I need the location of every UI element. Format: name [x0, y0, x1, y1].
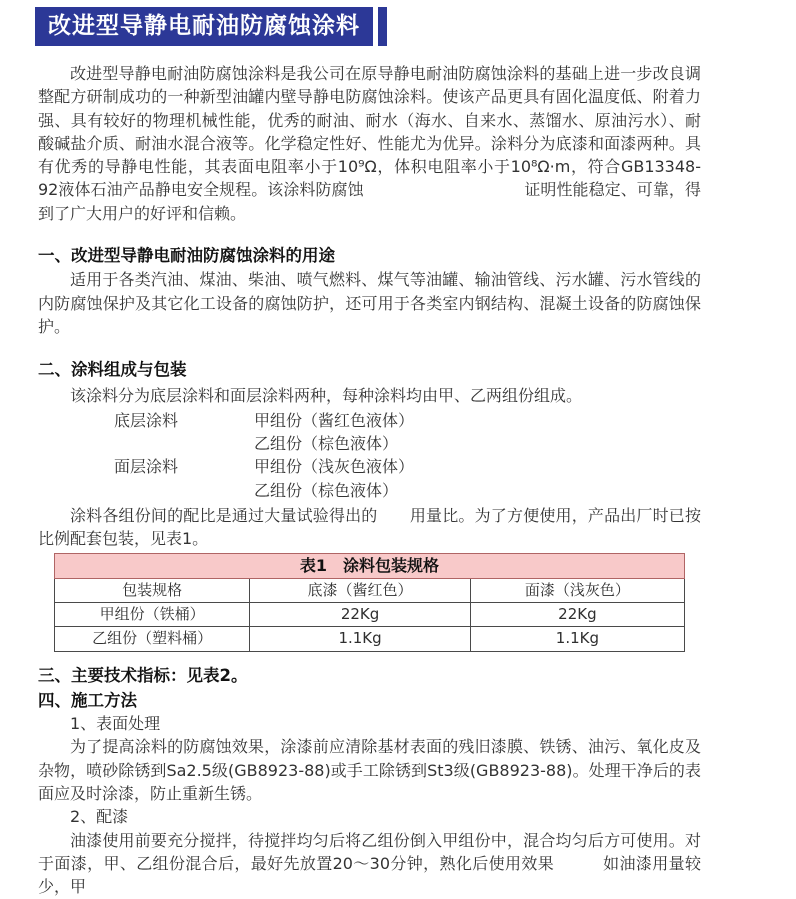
composition-list: [38, 409, 701, 502]
section-1-heading: 一、改进型导静电耐油防腐蚀涂料的用途: [38, 246, 335, 266]
title-banner-row: [35, 7, 796, 46]
section-4-heading: 四、施工方法: [38, 690, 137, 710]
composition-row: [114, 479, 701, 502]
section-1-body: 适用于各类汽油、煤油、柴油、喷气燃料、煤气等油罐、输油管线、污水罐、污水管线的内防腐蚀保护及其它化工设备的腐蚀防护，还可用于各类室内钢结构、混凝土设备的防腐蚀保护。: [38, 270, 701, 336]
composition-row: [114, 432, 701, 455]
page-title: 改进型导静电耐油防腐蚀涂料: [35, 7, 373, 46]
composition-component-label: 甲组份（浅灰色液体）: [254, 457, 415, 477]
table-row: [55, 602, 685, 626]
table-header-cell: 包装规格: [55, 578, 250, 602]
table-header-row: [55, 578, 685, 602]
table-cell: 1.1Kg: [250, 627, 471, 651]
table-cell: 22Kg: [470, 602, 684, 626]
table-caption: 表1 涂料包装规格: [55, 553, 685, 578]
table-header-cell: 底漆（酱红色）: [250, 578, 471, 602]
composition-component-label: 乙组份（棕色液体）: [254, 434, 399, 454]
step-1-body: 为了提高涂料的防腐蚀效果，涂漆前应清除基材表面的残旧漆膜、铁锈、油污、氧化皮及杂物，喷砂除锈到Sa2.5级(GB8923-88)或手工除锈到St3级(GB8923-88)。处理干净后的表面应及时涂漆，防止重新生锈。: [38, 737, 701, 804]
composition-layer-label: 面层涂料: [114, 457, 179, 477]
composition-row: [114, 455, 701, 478]
step-2-body: 油漆使用前要充分搅拌，待搅拌均匀后将乙组份倒入甲组份中，混合均匀后方可使用。对于面漆，甲、乙组份混合后，最好先放置20～30分钟，熟化后使用效果 如油漆用量较少，甲: [38, 830, 701, 897]
composition-layer-label: 底层涂料: [114, 410, 179, 430]
table-caption-row: [55, 553, 685, 578]
table-cell: 甲组份（铁桶）: [55, 602, 250, 626]
composition-component-label: 乙组份（棕色液体）: [254, 480, 399, 500]
table-row: [55, 627, 685, 651]
table-cell: 乙组份（塑料桶）: [55, 627, 250, 651]
table-header-cell: 面漆（浅灰色）: [470, 578, 684, 602]
section-3-heading: 三、主要技术指标：见表2。: [38, 665, 248, 685]
section-2-intro: 该涂料分为底层涂料和面层涂料两种，每种涂料均由甲、乙两组份组成。: [70, 385, 583, 405]
composition-layer-label: [114, 432, 254, 455]
table-cell: 22Kg: [250, 602, 471, 626]
step-1-title: 1、表面处理: [70, 714, 161, 734]
section-2-heading: 二、涂料组成与包装: [38, 360, 187, 380]
packaging-table: [54, 553, 685, 652]
intro-paragraph: 改进型导静电耐油防腐蚀涂料是我公司在原导静电耐油防腐蚀涂料的基础上进一步改良调整配方研制成功的一种新型油罐内壁导静电防腐蚀涂料。使该产品更具有固化温度低、附着力强、具有较好的物理机械性能，优秀的耐油、耐水（海水、自来水、蒸馏水、原油污水）、耐酸碱盐介质、耐油水混合液等。化学稳定性好、性能尤为优异。涂料分为底漆和面漆两种。具有优秀的导静电性能，其表面电阻率小于10⁹Ω，体积电阻率小于10⁸Ω·m，符合GB13348-92液体石油产品静电安全规程。该涂料防腐蚀 证明性能稳定、可靠，得到了广大用户的好评和信赖。: [38, 64, 701, 223]
title-accent-bar: [378, 7, 387, 46]
composition-layer-label: [114, 479, 254, 502]
step-2-title: 2、配漆: [70, 807, 129, 827]
document-page: [0, 7, 796, 899]
table-cell: 1.1Kg: [470, 627, 684, 651]
composition-component-label: 甲组份（酱红色液体）: [254, 410, 415, 430]
document-body: [0, 62, 796, 899]
ratio-paragraph: 涂料各组份间的配比是通过大量试验得出的 用量比。为了方便使用，产品出厂时已按比例配套包装，见表1。: [38, 506, 701, 549]
composition-row: [114, 409, 701, 432]
